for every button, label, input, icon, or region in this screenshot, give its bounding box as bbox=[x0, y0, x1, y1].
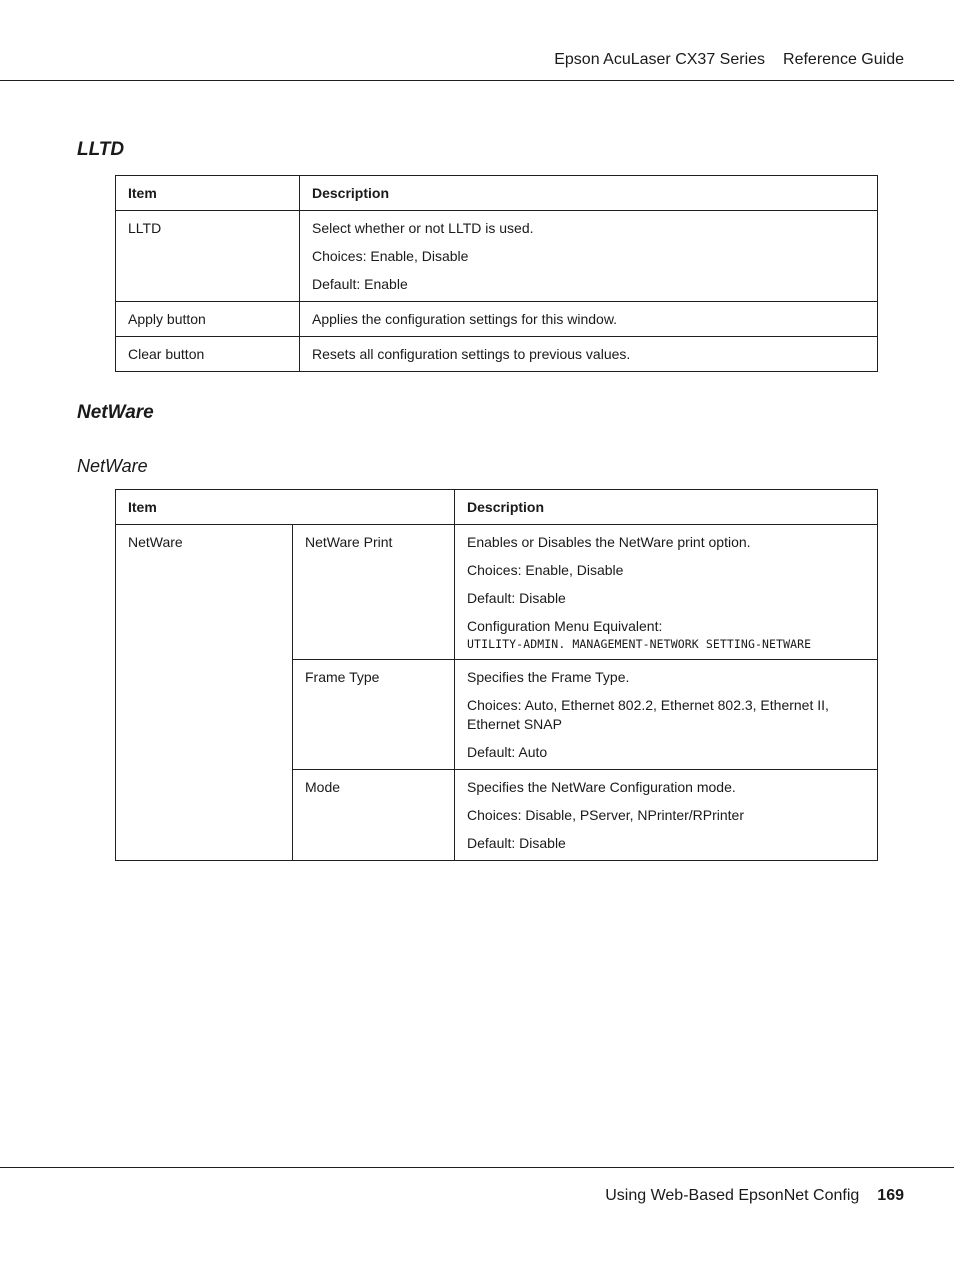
description-line: Choices: Disable, PServer, NPrinter/RPrinter bbox=[467, 807, 745, 823]
menu-path: UTILITY-ADMIN. MANAGEMENT-NETWORK SETTING-NETWARE bbox=[467, 637, 812, 651]
running-header bbox=[554, 51, 904, 69]
netware-heading: NetWare bbox=[77, 402, 154, 423]
description-line: Specifies the Frame Type. bbox=[467, 669, 630, 685]
running-footer bbox=[605, 1187, 904, 1205]
table-header-row bbox=[116, 490, 878, 525]
description-line: Default: Enable bbox=[312, 276, 408, 292]
description-line: Applies the configuration settings for this window. bbox=[312, 311, 618, 327]
item-cell: Mode bbox=[293, 770, 455, 861]
table-row bbox=[116, 337, 878, 372]
description-line: Choices: Auto, Ethernet 802.2, Ethernet 802.3, Ethernet II, Ethernet SNAP bbox=[467, 697, 829, 732]
table-row bbox=[116, 525, 878, 660]
description-line: Default: Disable bbox=[467, 590, 566, 606]
description-cell bbox=[455, 660, 878, 770]
description-line: Resets all configuration settings to previous values. bbox=[312, 346, 631, 362]
description-line: Choices: Enable, Disable bbox=[312, 248, 469, 264]
description-cell bbox=[300, 302, 878, 337]
item-cell: NetWare Print bbox=[293, 525, 455, 660]
column-header-item: Item bbox=[116, 490, 455, 525]
netware-subheading: NetWare bbox=[77, 456, 148, 476]
column-header-description: Description bbox=[455, 490, 878, 525]
description-line: Enables or Disables the NetWare print option. bbox=[467, 534, 751, 550]
header-rule bbox=[0, 80, 954, 81]
group-cell: NetWare bbox=[116, 525, 293, 861]
header-product: Epson AcuLaser CX37 Series bbox=[554, 51, 766, 68]
menu-equivalent-label: Configuration Menu Equivalent: bbox=[467, 618, 663, 634]
description-line: Specifies the NetWare Configuration mode. bbox=[467, 779, 736, 795]
netware-table bbox=[115, 489, 878, 861]
header-guide: Reference Guide bbox=[783, 51, 904, 68]
lltd-table bbox=[115, 175, 878, 372]
lltd-heading: LLTD bbox=[77, 139, 125, 160]
column-header-item: Item bbox=[116, 176, 300, 211]
column-header-description: Description bbox=[300, 176, 878, 211]
description-line: Default: Disable bbox=[467, 835, 566, 851]
description-line: Choices: Enable, Disable bbox=[467, 562, 624, 578]
footer-chapter: Using Web-Based EpsonNet Config bbox=[605, 1187, 860, 1204]
description-line: Select whether or not LLTD is used. bbox=[312, 220, 534, 236]
description-line: Default: Auto bbox=[467, 744, 548, 760]
table-row bbox=[116, 302, 878, 337]
table-row bbox=[116, 211, 878, 302]
table-header-row bbox=[116, 176, 878, 211]
footer-rule bbox=[0, 1167, 954, 1168]
description-cell bbox=[455, 770, 878, 861]
item-cell: LLTD bbox=[116, 211, 300, 302]
page-number: 169 bbox=[877, 1187, 904, 1204]
description-cell bbox=[455, 525, 878, 660]
description-line bbox=[467, 617, 865, 652]
description-cell bbox=[300, 337, 878, 372]
description-cell bbox=[300, 211, 878, 302]
item-cell: Frame Type bbox=[293, 660, 455, 770]
item-cell: Apply button bbox=[116, 302, 300, 337]
item-cell: Clear button bbox=[116, 337, 300, 372]
